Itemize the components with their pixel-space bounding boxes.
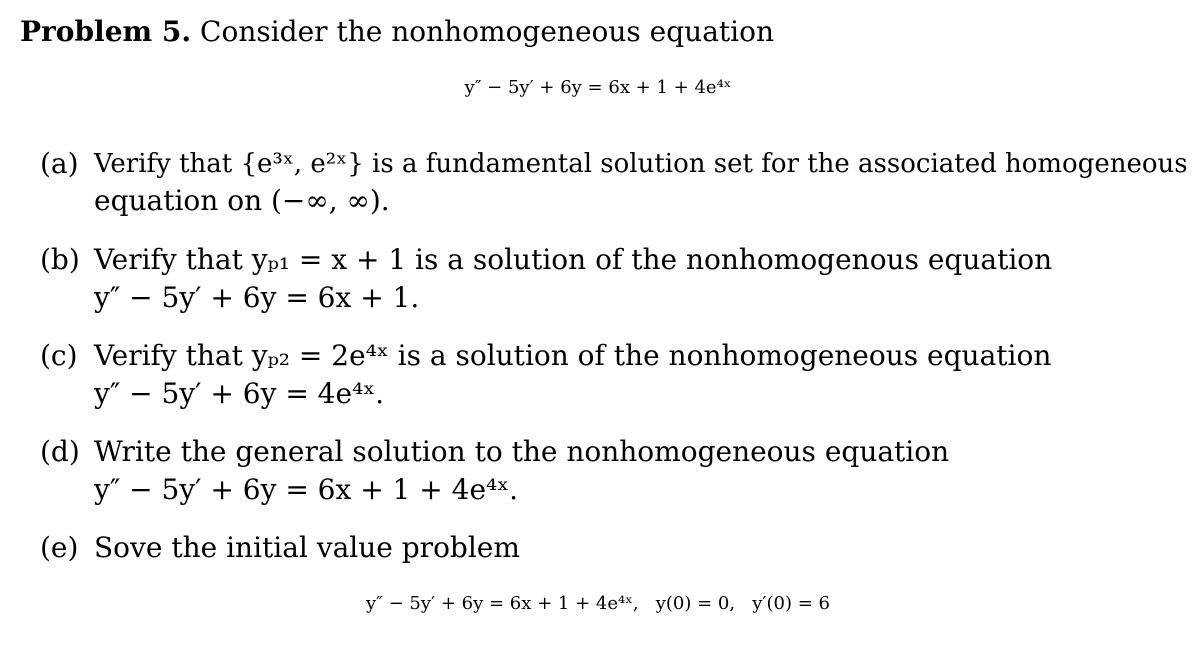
part-c-line2: y″ − 5y′ + 6y = 4e⁴ˣ. [94, 377, 385, 410]
part-b-label: (b) [40, 243, 80, 276]
part-a-line1: Verify that {e³ˣ, e²ˣ} is a fundamental solution set for the associated homogeneous [94, 149, 1188, 179]
part-e-equation: y″ − 5y′ + 6y = 6x + 1 + 4e⁴ˣ, y(0) = 0, y′(0) = 6 [365, 593, 830, 614]
part-d-line1: Write the general solution to the nonhomogeneous equation [94, 435, 950, 468]
part-d-line2: y″ − 5y′ + 6y = 6x + 1 + 4e⁴ˣ. [94, 473, 519, 506]
problem-intro: Consider the nonhomogeneous equation [200, 15, 775, 48]
part-c-label: (c) [40, 339, 78, 372]
part-e-label: (e) [40, 531, 79, 564]
part-c-line1: Verify that yₚ₂ = 2e⁴ˣ is a solution of the nonhomogeneous equation [94, 339, 1052, 372]
problem-number: Problem 5. [20, 15, 192, 48]
part-a-line2: equation on (−∞, ∞). [94, 184, 390, 217]
problem-heading [20, 14, 774, 50]
main-equation: y″ − 5y′ + 6y = 6x + 1 + 4e⁴ˣ [464, 77, 732, 98]
part-e-line1: Sove the initial value problem [94, 531, 520, 564]
part-b-line1: Verify that yₚ₁ = x + 1 is a solution of the nonhomogenous equation [94, 243, 1053, 276]
part-b-line2: y″ − 5y′ + 6y = 6x + 1. [94, 281, 420, 314]
part-d-label: (d) [40, 435, 80, 468]
part-a-label: (a) [40, 147, 79, 180]
